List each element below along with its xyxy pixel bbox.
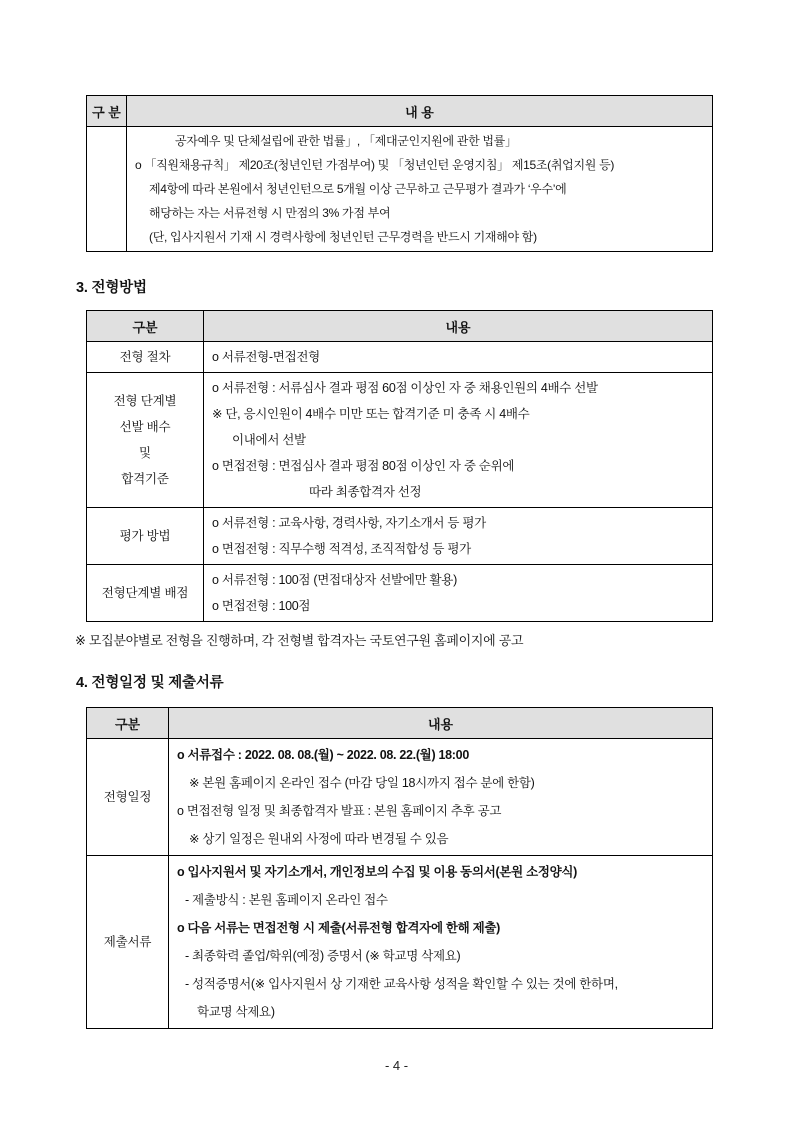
table-youth-intern-bonus <box>86 95 713 252</box>
row-label-line: 선발 배수 <box>119 420 171 434</box>
table-row <box>87 856 713 1029</box>
content-line: o 면접전형 : 면접심사 결과 평점 80점 이상인 자 중 순위에 <box>212 459 515 473</box>
row-content <box>204 508 713 565</box>
content-line: ※ 상기 일정은 원내외 사정에 따라 변경될 수 있음 <box>189 832 449 846</box>
content-line: - 제출방식 : 본원 홈페이지 온라인 접수 <box>185 893 388 907</box>
content-line: o 서류전형 : 교육사항, 경력사항, 자기소개서 등 평가 <box>212 516 486 530</box>
content-line: - 최종학력 졸업/학위(예정) 증명서 (※ 학교명 삭제요) <box>185 949 461 963</box>
content-line: o 입사지원서 및 자기소개서, 개인정보의 수집 및 이용 동의서(본원 소정양식) <box>177 865 578 879</box>
row-label-line: 제출서류 <box>103 935 152 949</box>
row-label <box>87 373 204 508</box>
content-line: o 「직원채용규칙」 제20조(청년인턴 가점부여) 및 「청년인턴 운영지침」 제15조(취업지원 등) <box>135 158 615 172</box>
column-header: 내용 <box>204 311 713 342</box>
table-schedule-documents <box>86 707 713 1029</box>
row-label <box>87 856 169 1029</box>
section-heading-selection-method: 3. 전형방법 <box>76 280 147 296</box>
row-label-line: 전형일정 <box>103 790 152 804</box>
row-content <box>169 856 713 1029</box>
content-line: o 면접전형 일정 및 최종합격자 발표 : 본원 홈페이지 추후 공고 <box>177 804 502 818</box>
row-content <box>204 565 713 622</box>
header-row <box>87 708 713 739</box>
column-header: 구분 <box>87 708 169 739</box>
content-line: (단, 입사지원서 기재 시 경력사항에 청년인턴 근무경력을 반드시 기재해야 함) <box>149 230 537 244</box>
row-label-line: 평가 방법 <box>119 529 171 543</box>
content-line: o 다음 서류는 면접전형 시 제출(서류전형 합격자에 한해 제출) <box>177 921 501 935</box>
content-line: o 면접전형 : 직무수행 적격성, 조직적합성 등 평가 <box>212 542 471 556</box>
table-row <box>87 373 713 508</box>
content-line: 공자예우 및 단체설립에 관한 법률」, 「제대군인지원에 관한 법률」 <box>175 134 517 148</box>
row-label-line: 및 <box>139 446 151 460</box>
row-label <box>87 565 204 622</box>
header-row <box>87 96 713 127</box>
table-row <box>87 508 713 565</box>
column-header: 내 용 <box>127 96 713 127</box>
row-label <box>87 342 204 373</box>
row-label <box>87 739 169 856</box>
row-label-line: 전형단계별 배점 <box>101 586 189 600</box>
row-label-line: 전형 절차 <box>119 350 171 364</box>
row-label <box>87 508 204 565</box>
row-label <box>87 127 127 252</box>
column-header: 구 분 <box>87 96 127 127</box>
row-content <box>169 739 713 856</box>
content-line: o 서류전형-면접전형 <box>212 350 320 364</box>
section-heading-schedule-documents: 4. 전형일정 및 제출서류 <box>76 675 224 691</box>
content-line: o 서류전형 : 100점 (면접대상자 선발에만 활용) <box>212 573 457 587</box>
content-line: 학교명 삭제요) <box>197 1005 275 1019</box>
content-line: ※ 본원 홈페이지 온라인 접수 (마감 당일 18시까지 접수 분에 한함) <box>189 776 535 790</box>
content-line: o 서류접수 : 2022. 08. 08.(월) ~ 2022. 08. 22.(월) 18:00 <box>177 748 469 762</box>
column-header: 내용 <box>169 708 713 739</box>
content-line: o 서류전형 : 서류심사 결과 평점 60점 이상인 자 중 채용인원의 4배수 선발 <box>212 381 598 395</box>
table-row <box>87 565 713 622</box>
content-line: 제4항에 따라 본원에서 청년인턴으로 5개월 이상 근무하고 근무평가 결과가 ‘우수’에 <box>149 182 567 196</box>
row-label-line: 합격기준 <box>121 472 169 486</box>
table-selection-method <box>86 310 713 622</box>
content-line: 해당하는 자는 서류전형 시 만점의 3% 가점 부여 <box>149 206 391 220</box>
row-content <box>127 127 713 252</box>
content-line: - 성적증명서(※ 입사지원서 상 기재한 교육사항 성적을 확인할 수 있는 것에 한하며, <box>185 977 618 991</box>
row-label-line: 전형 단계별 <box>113 394 177 408</box>
footnote-selection-by-field: ※ 모집분야별로 전형을 진행하며, 각 전형별 합격자는 국토연구원 홈페이지에 공고 <box>75 633 524 648</box>
content-line: 이내에서 선발 <box>232 433 306 447</box>
content-line: o 면접전형 : 100점 <box>212 599 311 613</box>
column-header: 구분 <box>87 311 204 342</box>
content-line: ※ 단, 응시인원이 4배수 미만 또는 합격기준 미 충족 시 4배수 <box>212 407 530 421</box>
row-content <box>204 342 713 373</box>
content-line: 따라 최종합격자 선정 <box>309 485 422 499</box>
table-row <box>87 127 713 252</box>
row-content <box>204 373 713 508</box>
table-row <box>87 342 713 373</box>
header-row <box>87 311 713 342</box>
table-row <box>87 739 713 856</box>
page-number: - 4 - <box>384 1058 409 1073</box>
